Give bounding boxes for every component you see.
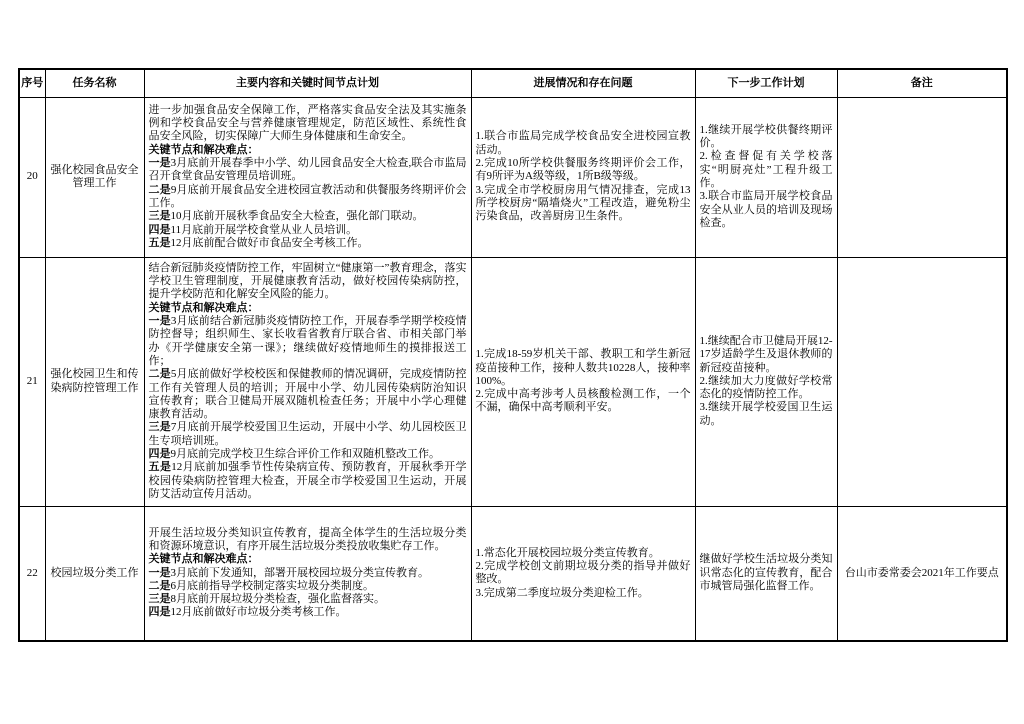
- next-plan-item: 2.继续加大力度做好学校常态化的疫情防控工作。: [699, 374, 833, 401]
- content-paragraph: 进一步加强食品安全保障工作，严格落实食品安全法及其实施条例和学校食品安全与营养健康管理规定，防范区域性、系统性食品安全风险，切实保障广大师生身体健康和生命安全。: [148, 103, 467, 143]
- remark-cell: 台山市委常委会2021年工作要点: [837, 506, 1007, 641]
- progress-item: 2.完成10所学校供餐服务终期评价会工作，有9所评为A级等级，1所B级等级。: [475, 157, 691, 183]
- progress-item: 2.完成中高考涉考人员核酸检测工作，一个不漏，确保中高考顺利平安。: [475, 388, 691, 414]
- content-paragraph: 一是3月底前下发通知，部署开展校园垃圾分类宣传教育。: [148, 566, 429, 579]
- header-serial-number: 序号: [19, 69, 45, 97]
- progress-cell: [471, 257, 695, 506]
- serial-number-cell: 22: [19, 506, 45, 641]
- table-row: [19, 506, 1007, 641]
- table-row: [19, 257, 1007, 506]
- serial-number-cell: 20: [19, 97, 45, 257]
- content-paragraph: 五是12月底前配合做好市食品安全考核工作。: [148, 236, 369, 249]
- progress-item: 1.联合市监局完成学校食品安全进校园宣教活动。: [475, 130, 691, 156]
- content-paragraph: 四是9月底前完成学校卫生综合评价工作和双随机整改工作。: [148, 447, 440, 460]
- content-paragraph: 三是10月底前开展秋季食品安全大检查，强化部门联动。: [148, 210, 424, 223]
- content-paragraph: 关键节点和解决难点：: [148, 553, 259, 566]
- content-paragraph: 一是3月底前结合新冠肺炎疫情防控工作，开展春季学期学校疫情防控督导；组织师生、家长收看省教育厅联合省、市相关部门举办《开学健康安全第一课》；继续做好疫情地师生的摸排报送工作；: [148, 315, 467, 367]
- task-name-cell: 校园垃圾分类工作: [45, 506, 144, 641]
- next-plan-cell: [695, 257, 837, 506]
- next-plan-cell: [695, 97, 837, 257]
- content-paragraph: 一是3月底前开展春季中小学、幼儿园食品安全大检查,联合市监局召开食堂食品安管理员培训班。: [148, 157, 467, 183]
- table-row: [19, 97, 1007, 257]
- remark-cell: [837, 257, 1007, 506]
- next-plan-item: 3.联合市监局开展学校食品安全从业人员的培训及现场检查。: [699, 190, 833, 229]
- content-paragraph: 关键节点和解决难点：: [148, 143, 259, 156]
- content-paragraph: 三是7月底前开展学校爱国卫生运动，开展中小学、幼儿园校医卫生专项培训班。: [148, 421, 467, 447]
- content-paragraph: 二是6月底前指导学校制定落实垃圾分类制度。: [148, 579, 374, 592]
- progress-item: 3.完成第二季度垃圾分类迎检工作。: [475, 586, 649, 599]
- next-plan-cell: [695, 506, 837, 641]
- task-name-cell: 强化校园食品安全管理工作: [45, 97, 144, 257]
- header-next-plan: 下一步工作计划: [695, 69, 837, 97]
- content-paragraph: 五是12月底前加强季节性传染病宣传、预防教育，开展秋季开学校园传染病防控管理大检查，开展全市学校爱国卫生运动，开展防艾活动宣传月活动。: [148, 461, 467, 500]
- progress-item: 2.完成学校创文前期垃圾分类的指导并做好整改。: [475, 559, 691, 586]
- content-paragraph: 四是12月底前做好市垃圾分类考核工作。: [148, 606, 347, 619]
- next-plan-item: 2.检查督促有关学校落实“明厨亮灶”工程升级工作。: [699, 150, 833, 189]
- progress-item: 1.常态化开展校园垃圾分类宣传教育。: [475, 546, 660, 559]
- progress-cell: [471, 506, 695, 641]
- main-content-cell: [144, 257, 471, 506]
- content-paragraph: 开展生活垃圾分类知识宣传教育，提高全体学生的生活垃圾分类和资源环境意识，有序开展生活垃圾分类投放收集贮存工作。: [148, 526, 467, 552]
- work-plan-table: [18, 68, 1008, 642]
- content-paragraph: 关键节点和解决难点：: [148, 301, 259, 314]
- table-body: [19, 97, 1007, 641]
- main-content-cell: [144, 506, 471, 641]
- header-progress: 进展情况和存在问题: [471, 69, 695, 97]
- table-header-row: [19, 69, 1007, 97]
- progress-item: 1.完成18-59岁机关干部、教职工和学生新冠疫苗接种工作，接种人数共10228人，接种率100%。: [475, 348, 691, 387]
- next-plan-item: 1.继续配合市卫健局开展12-17岁适龄学生及退休教师的新冠疫苗接种。: [699, 334, 833, 374]
- content-paragraph: 二是5月底前做好学校校医和保健教师的情况调研，完成疫情防控工作有关管理人员的培训；开展中小学、幼儿园传染病防治知识宣传教育；联合卫健局开展双随机检查任务；开展中小学心理健康教育活动。: [148, 368, 467, 421]
- next-plan-item: 继做好学校生活垃圾分类知识常态化的宣传教育，配合市城管局强化监督工作。: [699, 553, 833, 592]
- next-plan-item: 3.继续开展学校爱国卫生运动。: [699, 401, 833, 427]
- progress-item: 3.完成全市学校厨房用气情况排查，完成13所学校厨房“隔墙烧火”工程改造，避免粉尘污染食品，改善厨房卫生条件。: [475, 183, 691, 223]
- main-content-cell: [144, 97, 471, 257]
- header-task-name: 任务名称: [45, 69, 144, 97]
- task-name-cell: 强化校园卫生和传染病防控管理工作: [45, 257, 144, 506]
- progress-cell: [471, 97, 695, 257]
- content-paragraph: 二是9月底前开展食品安全进校园宣教活动和供餐服务终期评价会工作。: [148, 183, 467, 209]
- content-paragraph: 结合新冠肺炎疫情防控工作，牢固树立“健康第一”教育理念，落实学校卫生管理制度，开展健康教育活动，做好校园传染病防控，提升学校防范和化解安全风险的能力。: [148, 261, 467, 301]
- header-remark: 备注: [837, 69, 1007, 97]
- header-main-content: 主要内容和关键时间节点计划: [144, 69, 471, 97]
- next-plan-item: 1.继续开展学校供餐终期评价。: [699, 123, 833, 150]
- remark-cell: [837, 97, 1007, 257]
- content-paragraph: 三是8月底前开展垃圾分类检查，强化监督落实。: [148, 593, 385, 606]
- serial-number-cell: 21: [19, 257, 45, 506]
- content-paragraph: 四是11月底前开展学校食堂从业人员培训。: [148, 223, 358, 236]
